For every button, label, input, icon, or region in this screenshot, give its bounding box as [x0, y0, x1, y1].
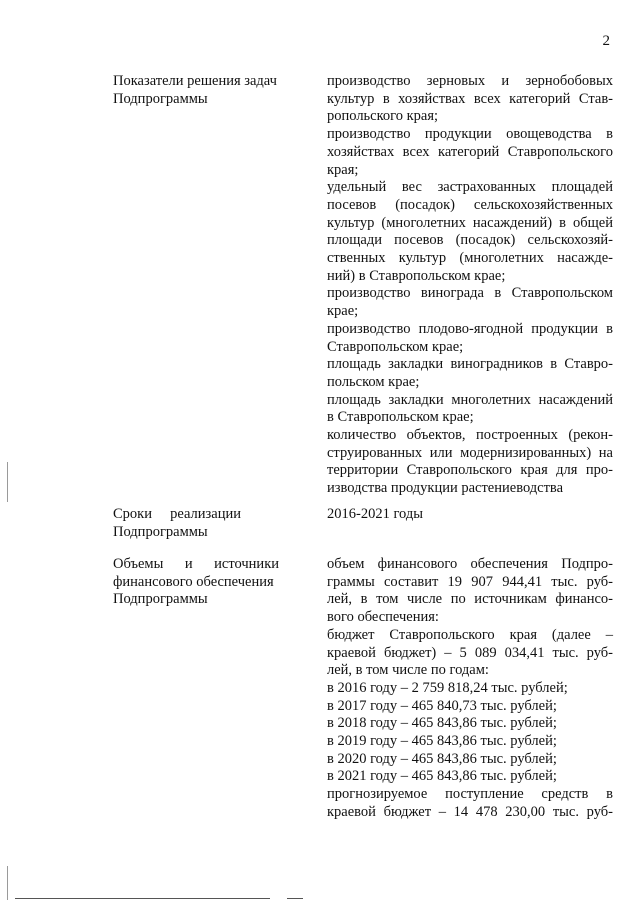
terms-value: [327, 506, 613, 524]
indicators-value-line: ственных культур (многолетних насажде-: [327, 250, 613, 267]
page-number: 2: [602, 33, 610, 49]
financing-label-line: Объемы и источники: [113, 556, 279, 572]
terms-value-line: 2016-2021 годы: [327, 506, 423, 522]
indicators-value-line: площадь закладки виноградников в Ставро-: [327, 356, 613, 373]
indicators-value-line: крае;: [327, 303, 359, 320]
financing-value-line: граммы составит 19 907 944,41 тыс. руб-: [327, 573, 613, 590]
indicators-value: [327, 73, 613, 498]
financing-value-line: лей, в том числе по годам:: [327, 662, 489, 679]
indicators-value-line: в Ставропольском крае;: [327, 409, 474, 426]
financing-value-line: в 2017 году – 465 840,73 тыс. рублей;: [327, 697, 557, 714]
financing-value-line: прогнозируемое поступление средств в: [327, 786, 613, 803]
indicators-value-line: производство плодово-ягодной продукции в: [327, 320, 613, 337]
financing-value-line: краевой бюджет – 14 478 230,00 тыс. руб-: [327, 803, 613, 820]
indicators-value-line: территории Ставропольского края для про-: [327, 462, 613, 479]
indicators-value-line: струированных или модернизированных) на: [327, 444, 613, 461]
indicators-label: [113, 73, 293, 108]
financing-label: [113, 556, 279, 609]
indicators-value-line: посевов (посадок) сельскохозяйственных: [327, 196, 613, 213]
bottom-rule: [15, 898, 270, 899]
indicators-label-line: Показатели решения задач: [113, 73, 277, 89]
indicators-value-line: производство зерновых и зернобобовых: [327, 73, 613, 89]
indicators-value-line: польском крае;: [327, 373, 420, 390]
indicators-value-line: края;: [327, 161, 359, 178]
indicators-label-line: Подпрограммы: [113, 90, 208, 107]
indicators-value-line: Ставропольском крае;: [327, 338, 464, 355]
indicators-value-line: количество объектов, построенных (рекон-: [327, 427, 613, 444]
financing-value-line: в 2021 году – 465 843,86 тыс. рублей;: [327, 768, 557, 785]
indicators-value-line: хозяйствах всех категорий Ставропольского: [327, 143, 613, 160]
terms-label: [113, 506, 241, 541]
indicators-value-line: культур в хозяйствах всех категорий Став-: [327, 90, 613, 107]
bottom-rule: [287, 898, 303, 899]
terms-label-line: Подпрограммы: [113, 523, 208, 540]
financing-value-line: краевой бюджет) – 5 089 034,41 тыс. руб-: [327, 644, 613, 661]
financing-label-line: Подпрограммы: [113, 591, 208, 608]
financing-value: [327, 556, 613, 822]
indicators-value-line: производство винограда в Ставропольском: [327, 285, 613, 302]
financing-value-line: вого обеспечения:: [327, 609, 439, 626]
indicators-value-line: ний) в Ставропольском крае;: [327, 267, 506, 284]
indicators-value-line: производство продукции овощеводства в: [327, 126, 613, 143]
financing-value-line: в 2016 году – 2 759 818,24 тыс. рублей;: [327, 679, 568, 696]
financing-value-line: в 2020 году – 465 843,86 тыс. рублей;: [327, 750, 557, 767]
financing-label-line: финансового обеспечения: [113, 573, 274, 590]
indicators-value-line: удельный вес застрахованных площадей: [327, 179, 613, 196]
indicators-value-line: культур (многолетних насаждений) в общей: [327, 214, 613, 231]
left-margin-mark: [7, 866, 8, 900]
indicators-value-line: ропольского края;: [327, 108, 439, 125]
financing-value-line: в 2018 году – 465 843,86 тыс. рублей;: [327, 715, 557, 732]
left-margin-mark: [7, 462, 8, 502]
financing-value-line: лей, в том числе по источникам финансо-: [327, 591, 613, 608]
indicators-value-line: площадь закладки многолетних насаждений: [327, 391, 613, 408]
indicators-value-line: изводства продукции растениеводства: [327, 480, 564, 497]
financing-value-line: в 2019 году – 465 843,86 тыс. рублей;: [327, 733, 557, 750]
financing-value-line: бюджет Ставропольского края (далее –: [327, 626, 613, 643]
financing-value-line: объем финансового обеспечения Подпро-: [327, 556, 613, 572]
terms-label-line: Сроки реализации: [113, 506, 241, 522]
indicators-value-line: площади посевов (посадок) сельскохозяй-: [327, 232, 613, 249]
